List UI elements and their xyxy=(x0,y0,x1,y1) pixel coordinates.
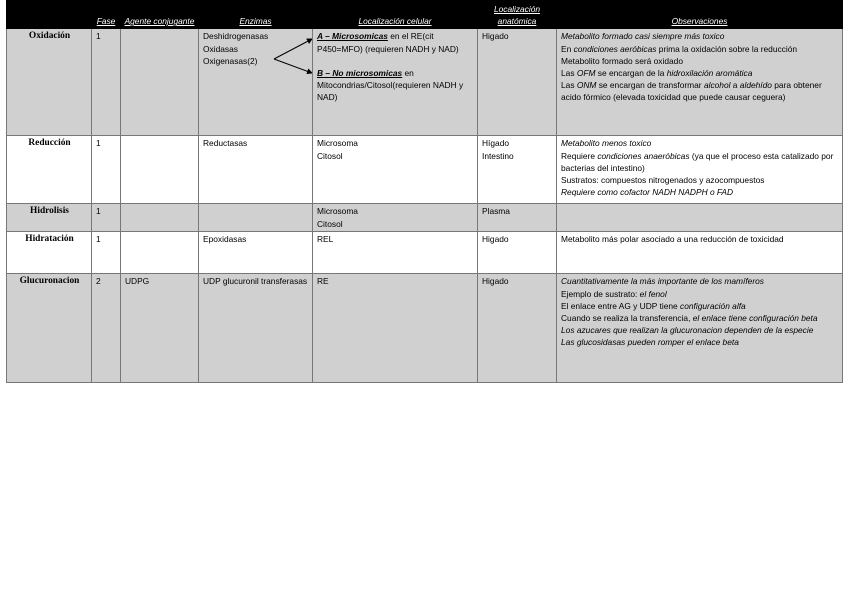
fase-cell: 1 xyxy=(92,204,121,232)
loc-celular-cell xyxy=(313,136,478,204)
obs-line: Cuantitativamente la más importante de los mamíferos xyxy=(561,276,764,287)
fase-cell: 1 xyxy=(92,29,121,136)
agente-cell xyxy=(121,204,199,232)
obs-line: Requiere como cofactor NADH NADPH o FAD xyxy=(561,187,734,198)
fase-cell: 2 xyxy=(92,274,121,383)
obs-line: Metabolito menos toxico xyxy=(561,138,652,149)
agente-cell xyxy=(121,29,199,136)
microsomicas-label: A – Microsomicas xyxy=(317,31,388,42)
agente-cell xyxy=(121,136,199,204)
observaciones-cell: Metabolito más polar asociado a una reducción de toxicidad xyxy=(557,232,843,274)
agente-cell: UDPG xyxy=(121,274,199,383)
table-row-hidratacion xyxy=(7,232,843,274)
table-row-oxidacion xyxy=(7,29,843,136)
table-row-glucuronacion xyxy=(7,274,843,383)
proceso-cell: Oxidación xyxy=(7,29,92,136)
obs-line: Cuando se realiza la transferencia, el enlace tiene configuración beta xyxy=(561,313,818,324)
loc-item: Citosol xyxy=(317,150,343,161)
no-microsomicas-text: en Mitocondrias/Citosol(requieren NADH y NAD) xyxy=(317,67,464,103)
header-enzimas: Enzimas xyxy=(199,1,313,29)
loc-item: Intestino xyxy=(482,150,514,161)
fase-cell: 1 xyxy=(92,232,121,274)
obs-line: Metabolito formado casi siempre más toxico xyxy=(561,31,725,42)
obs-line: Los azucares que realizan la glucuronacion dependen de la especie xyxy=(561,325,814,336)
metabolism-table xyxy=(6,0,843,383)
header-loc-anatomica: Localización anatómica xyxy=(478,1,557,29)
loc-celular-cell: REL xyxy=(313,232,478,274)
obs-line: El enlace entre AG y UDP tiene configuración alfa xyxy=(561,300,746,311)
fase-cell: 1 xyxy=(92,136,121,204)
loc-item: Hígado xyxy=(482,138,510,149)
enzimas-cell xyxy=(199,204,313,232)
loc-anatomica-cell: Higado xyxy=(478,29,557,136)
loc-celular-cell xyxy=(313,204,478,232)
enzimas-cell xyxy=(199,29,313,136)
loc-item: Microsoma xyxy=(317,206,358,217)
enzima-item: Deshidrogenasas xyxy=(203,31,269,42)
header-observaciones: Observaciones xyxy=(557,1,843,29)
loc-item: Citosol xyxy=(317,218,343,229)
table-row-hidrolisis xyxy=(7,204,843,232)
obs-line: Metabolito formado será oxidado xyxy=(561,55,683,66)
obs-line: Sustratos: compuestos nitrogenados y azocompuestos xyxy=(561,175,765,186)
obs-line: Las OFM se encargan de la hidroxilación aromática xyxy=(561,68,753,79)
enzimas-cell xyxy=(199,136,313,204)
no-microsomicas-label: B – No microsomicas xyxy=(317,67,403,78)
microsomicas-text: en el RE(cit P450=MFO) (requieren NADH y NAD) xyxy=(317,31,459,54)
loc-anatomica-cell: Higado xyxy=(478,274,557,383)
loc-celular-cell: RE xyxy=(313,274,478,383)
obs-line: Las ONM se encargan de transformar alcohol a aldehído para obtener acido fórmico (elevada toxicidad que puede causar ceguera) xyxy=(561,80,822,103)
obs-line: Requiere condiciones anaeróbicas (ya que el proceso esta catalizado por bacterias del intestino) xyxy=(561,150,834,173)
enzima-item: Oxidasas xyxy=(203,43,238,54)
enzima-item: Oxigenasas(2) xyxy=(203,55,258,66)
enzimas-cell xyxy=(199,274,313,383)
loc-item: Microsoma xyxy=(317,138,358,149)
agente-cell xyxy=(121,232,199,274)
loc-anatomica-cell xyxy=(478,136,557,204)
observaciones-cell xyxy=(557,136,843,204)
enzima-item: UDP glucuronil transferasas xyxy=(203,276,308,287)
proceso-cell: Glucuronacion xyxy=(7,274,92,383)
enzimas-cell xyxy=(199,232,313,274)
enzima-item: Epoxidasas xyxy=(203,234,247,245)
branch-arrows-icon xyxy=(266,37,313,75)
observaciones-cell xyxy=(557,204,843,232)
loc-anatomica-cell: Higado xyxy=(478,232,557,274)
proceso-cell: Hidrolisis xyxy=(7,204,92,232)
header-agente: Agente conjugante xyxy=(121,1,199,29)
table-row-reduccion xyxy=(7,136,843,204)
header-row xyxy=(7,1,843,29)
loc-celular-cell xyxy=(313,29,478,136)
proceso-cell: Hidratación xyxy=(7,232,92,274)
header-proceso xyxy=(7,1,92,29)
proceso-cell: Reducción xyxy=(7,136,92,204)
obs-line: Ejemplo de sustrato: el fenol xyxy=(561,288,667,299)
obs-line: Las glucosidasas pueden romper el enlace beta xyxy=(561,337,739,348)
header-fase: Fase xyxy=(92,1,121,29)
obs-line: En condiciones aeróbicas prima la oxidación sobre la reducción xyxy=(561,43,798,54)
header-loc-celular: Localización celular xyxy=(313,1,478,29)
observaciones-cell xyxy=(557,274,843,383)
loc-anatomica-cell: Plasma xyxy=(478,204,557,232)
enzima-item: Reductasas xyxy=(203,138,248,149)
observaciones-cell xyxy=(557,29,843,136)
